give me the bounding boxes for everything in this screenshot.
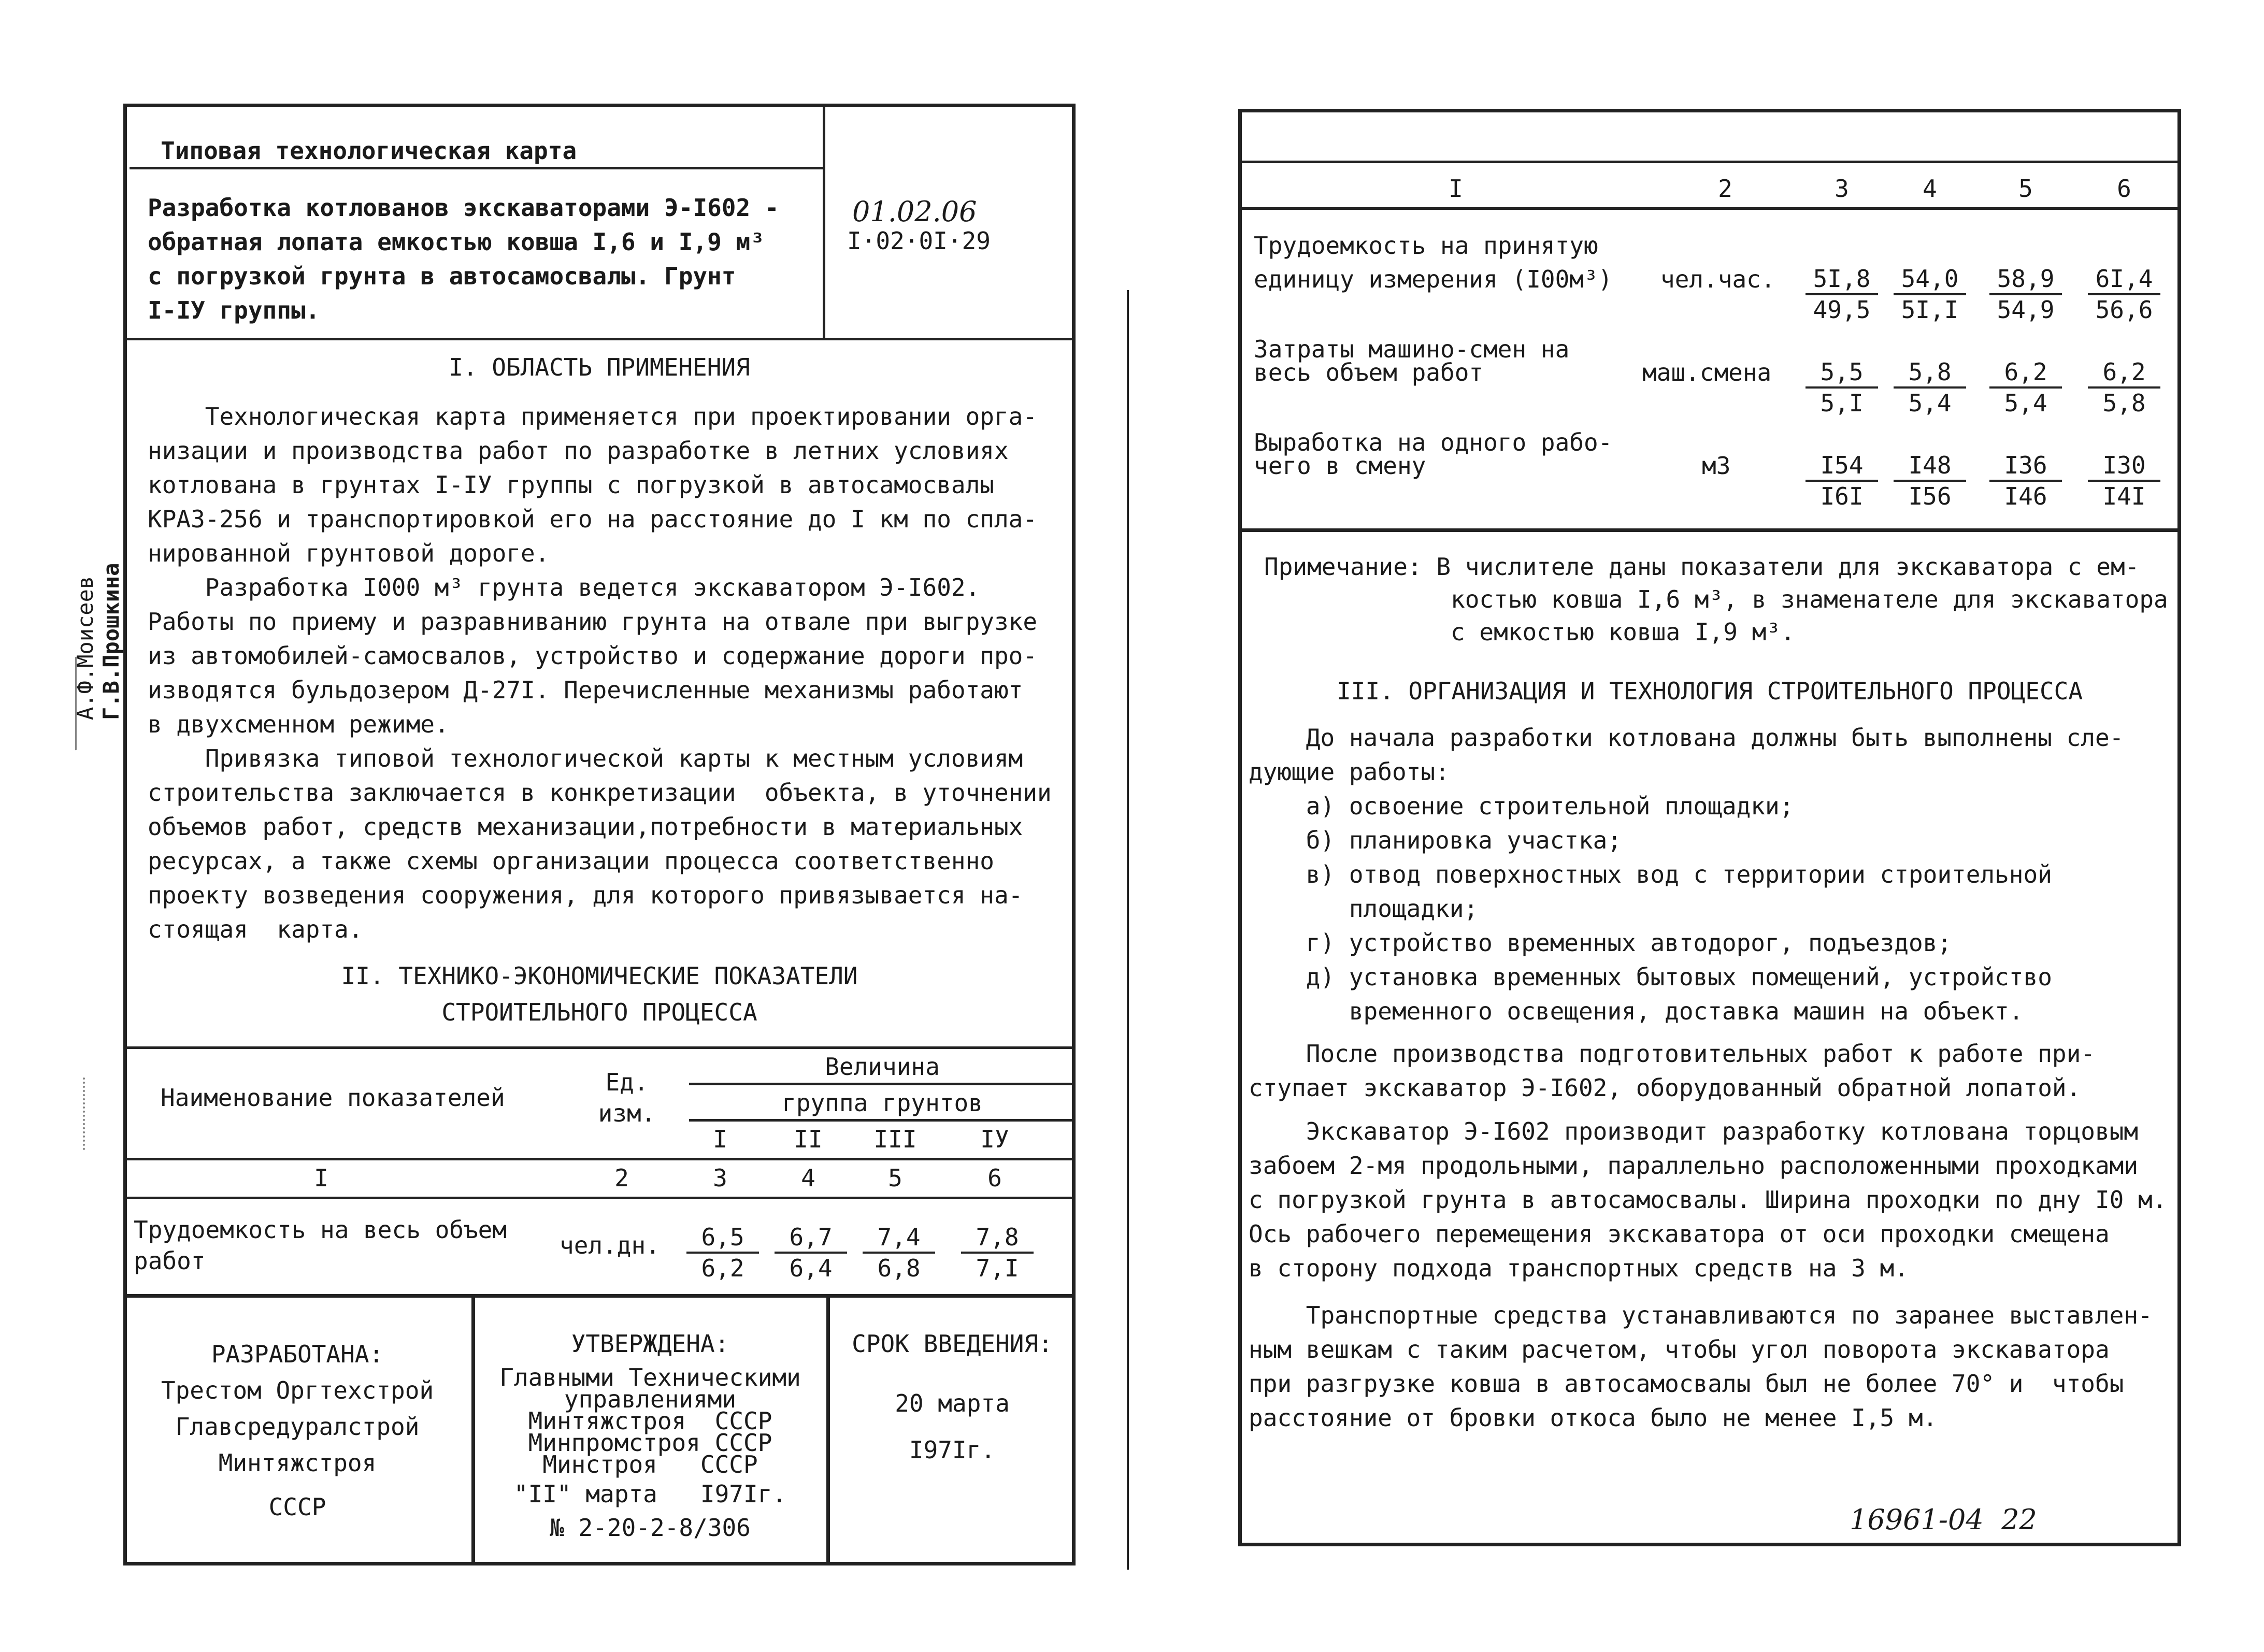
value-fraction — [863, 1223, 935, 1283]
value-fraction — [961, 1223, 1034, 1283]
section-3-line: с погрузкой грунта в автосамосвалы. Ширина проходки по дну I0 м. — [1249, 1186, 2167, 1214]
denominator: 49,5 — [1813, 296, 1871, 324]
section-1-line: Привязка типовой технологической карты к местным условиям — [148, 744, 1023, 772]
col-group-header: группа грунтов — [782, 1089, 983, 1117]
row-unit: маш.смена — [1642, 358, 1772, 386]
group-header-line — [689, 1119, 1076, 1122]
approval-line: Минпромстроя СССР — [528, 1429, 772, 1457]
denominator: 7,I — [976, 1254, 1019, 1282]
value-fraction — [686, 1223, 759, 1283]
section-1-line: объемов работ, средств механизации,потребности в материальных — [148, 813, 1023, 841]
numerator: I48 — [1894, 451, 1966, 482]
denominator: 6,4 — [789, 1254, 833, 1282]
section-3-line: площадки; — [1249, 895, 1479, 923]
numerator: 5,8 — [1894, 357, 1966, 389]
denominator: I4I — [2102, 482, 2146, 510]
side-signature: Г.В.Прошкина — [98, 563, 124, 720]
row-name-2: чего в смену — [1254, 452, 1426, 480]
numerator: I36 — [1989, 451, 2062, 482]
value-fraction — [1894, 357, 1966, 418]
handwritten-code: 01.02.06 — [852, 195, 977, 228]
denominator: 6,2 — [701, 1254, 744, 1282]
section-1-line: КРАЗ-256 и транспортировкой его на расстояние до I км по спла- — [148, 505, 1038, 533]
row-name-2: единицу измерения (I00м³) — [1254, 265, 1613, 293]
section-1-line: ресурсах, а также схемы организации процесса соответственно — [148, 847, 994, 875]
denominator: 5I,I — [1901, 296, 1959, 324]
approval-line: управлениями — [564, 1385, 737, 1413]
value-fraction — [1806, 357, 1878, 418]
section-1-line: в двухсменном режиме. — [148, 710, 449, 738]
section-1-line: Работы по приему и разравниванию грунта на отвале при выгрузке — [148, 608, 1038, 636]
group-label: II — [794, 1125, 823, 1153]
row-unit: чел.час. — [1660, 265, 1775, 293]
section-3-line: Транспортные средства устанавливаются по заранее выставлен- — [1249, 1301, 2153, 1329]
denominator: 5,4 — [1908, 389, 1952, 417]
col-value-header: Величина — [825, 1053, 940, 1081]
approval-title: УТВЕРЖДЕНА: — [571, 1330, 729, 1358]
value-fraction — [1894, 451, 1966, 511]
section-1-line: нированной грунтовой дороге. — [148, 539, 550, 567]
column-number: 4 — [801, 1164, 815, 1192]
section-1-line: стоящая карта. — [148, 915, 363, 943]
numerator: 5I,8 — [1806, 264, 1878, 295]
section-3-line: в сторону подхода транспортных средств на 3 м. — [1249, 1254, 1909, 1282]
section-1-line: проекту возведения сооружения, для которого привязывается на- — [148, 881, 1023, 909]
subtitle-line-2: обратная лопата емкостью ковша I,6 и I,9 м³ — [148, 228, 765, 256]
denominator: 56,6 — [2095, 296, 2153, 324]
section-3-line: б) планировка участка; — [1249, 826, 1622, 854]
subtitle-line-1: Разработка котлованов экскаваторами Э-I602 - — [148, 194, 779, 222]
section-1-line: из автомобилей-самосвалов, устройство и содержание дороги про- — [148, 642, 1038, 670]
row-name-2: весь объем работ — [1254, 358, 1484, 386]
numerator: 54,0 — [1894, 264, 1966, 295]
section-1-line: низации и производства работ по разработке в летних условиях — [148, 437, 1009, 465]
row-name-2: работ — [134, 1247, 206, 1275]
approval-line: Минтяжстроя СССР — [528, 1407, 772, 1435]
effective-year: I97Iг. — [909, 1436, 996, 1464]
section-3-line: забоем 2-мя продольными, параллельно расположенными проходками — [1249, 1152, 2139, 1180]
column-number: 3 — [1835, 175, 1849, 203]
note-line: Примечание: В числителе даны показатели для экскаватора с ем- — [1264, 553, 2140, 581]
denominator: 54,9 — [1997, 296, 2055, 324]
numerator: 5,5 — [1806, 357, 1878, 389]
right-top-line — [1238, 161, 2181, 163]
column-number: I — [314, 1164, 328, 1192]
denominator: 5,4 — [2004, 389, 2047, 417]
row-unit: чел.дн. — [560, 1231, 660, 1259]
right-number-row-bottom — [1238, 207, 2181, 210]
section-3-title: III. ОРГАНИЗАЦИЯ И ТЕХНОЛОГИЯ СТРОИТЕЛЬНОГО ПРОЦЕССА — [1336, 677, 2083, 705]
row-unit: м3 — [1702, 452, 1731, 480]
effective-title: СРОК ВВЕДЕНИЯ: — [852, 1330, 1053, 1358]
effective-date: 20 марта — [895, 1389, 1010, 1417]
title-underline — [130, 167, 823, 169]
row-name-1: Затраты машино-смен на — [1254, 335, 1570, 363]
column-number: 5 — [888, 1164, 902, 1192]
value-fraction — [1806, 264, 1878, 324]
numerator: 6,5 — [686, 1223, 759, 1254]
page-number: 16961-04 22 — [1850, 1503, 2037, 1536]
value-fraction — [1989, 357, 2062, 418]
column-number: 2 — [614, 1164, 629, 1192]
column-number: 6 — [987, 1164, 1002, 1192]
section-3-line: временного освещения, доставка машин на объект. — [1249, 997, 2024, 1025]
section-3-line: д) установка временных бытовых помещений, устройство — [1249, 963, 2052, 991]
developer-line: Трестом Оргтехстрой — [161, 1376, 434, 1404]
group-label: IУ — [980, 1125, 1009, 1153]
approval-line: Минстроя СССР — [542, 1450, 758, 1478]
value-fraction — [1989, 264, 2062, 324]
numerator: I30 — [2088, 451, 2160, 482]
section-3-line: расстояние от бровки откоса было не менее I,5 м. — [1249, 1404, 1938, 1432]
header-divider — [823, 104, 825, 339]
denominator: I6I — [1820, 482, 1864, 510]
developer-line: Главсредуралстрой — [175, 1413, 420, 1441]
value-fraction — [775, 1223, 847, 1283]
section-3-line: Ось рабочего перемещения экскаватора от оси проходки смещена — [1249, 1220, 2110, 1248]
column-number: 2 — [1718, 175, 1732, 203]
col-unit-header-1: Ед. — [605, 1068, 649, 1096]
subtitle-line-3: с погрузкой грунта в автосамосвалы. Грунт — [148, 262, 736, 290]
numerator: I54 — [1806, 451, 1878, 482]
col-unit-header-2: изм. — [598, 1099, 656, 1127]
section-1-line: Технологическая карта применяется при проектировании орга- — [148, 403, 1038, 430]
subtitle-line-4: I-IУ группы. — [148, 296, 320, 324]
value-fraction — [2088, 451, 2160, 511]
table-header-bottom — [123, 1158, 1076, 1160]
side-signature: А.Ф.Моисеев — [73, 576, 98, 720]
section-3-line: а) освоение строительной площадки; — [1249, 792, 1794, 820]
section-3-line: ным вешкам с таким расчетом, чтобы угол поворота экскаватора — [1249, 1335, 2110, 1363]
document-code: I·02·0I·29 — [847, 227, 991, 255]
denominator: I46 — [2004, 482, 2047, 510]
numerator: 6,2 — [2088, 357, 2160, 389]
number-row-bottom — [123, 1197, 1076, 1199]
numerator: 7,8 — [961, 1223, 1034, 1254]
value-fraction — [2088, 357, 2160, 418]
column-number: 4 — [1923, 175, 1937, 203]
value-fraction — [1806, 451, 1878, 511]
section-3-line: После производства подготовительных работ к работе при- — [1249, 1040, 2095, 1068]
handwritten-mark — [75, 649, 123, 750]
right-table-bottom — [1238, 528, 2181, 532]
column-number: 3 — [713, 1164, 727, 1192]
section-3-line: дующие работы: — [1249, 758, 1450, 786]
denominator: 5,8 — [2102, 389, 2146, 417]
numerator: 6,2 — [1989, 357, 2062, 389]
note-line: костью ковша I,6 м³, в знаменателе для экскаватора — [1264, 585, 2168, 613]
column-number: 6 — [2117, 175, 2131, 203]
section-1-line: строительства заключается в конкретизации объекта, в уточнении — [148, 779, 1052, 807]
note-line: с емкостью ковша I,9 м³. — [1264, 618, 1795, 646]
numerator: 7,4 — [863, 1223, 935, 1254]
developer-title: РАЗРАБОТАНА: — [211, 1340, 384, 1368]
group-label: I — [713, 1125, 727, 1153]
value-fraction — [2088, 264, 2160, 324]
table-top-line — [123, 1046, 1076, 1049]
section-3-line: г) устройство временных автодорог, подъездов; — [1249, 929, 1952, 957]
value-fraction — [1894, 264, 1966, 324]
handwritten-mark — [83, 1078, 116, 1150]
header-bottom-line — [123, 338, 1076, 340]
section-3-line: ступает экскаватор Э-I602, оборудованный обратной лопатой. — [1249, 1074, 2081, 1102]
fold-line — [1127, 290, 1129, 1570]
section-3-line: в) отвод поверхностных вод с территории строительной — [1249, 860, 2052, 888]
section-3-line: Экскаватор Э-I602 производит разработку котлована торцовым — [1249, 1117, 2139, 1145]
footer-top-line — [123, 1294, 1076, 1298]
row-name-1: Выработка на одного рабо- — [1254, 428, 1613, 456]
section-1-line: котлована в грунтах I-IУ группы с погрузкой в автосамосвалы — [148, 471, 994, 499]
numerator: 6,7 — [775, 1223, 847, 1254]
denominator: I56 — [1908, 482, 1952, 510]
developer-line: Минтяжстроя — [218, 1449, 377, 1477]
column-number: I — [1449, 175, 1463, 203]
numerator: 6I,4 — [2088, 264, 2160, 295]
value-fraction — [1989, 451, 2062, 511]
section-1-title: I. ОБЛАСТЬ ПРИМЕНЕНИЯ — [449, 353, 750, 381]
col-name-header: Наименование показателей — [161, 1084, 505, 1112]
section-3-line: при разгрузке ковша в автосамосвалы был не более 70° и чтобы — [1249, 1370, 2124, 1398]
approval-number: № 2-20-2-8/306 — [550, 1514, 751, 1542]
section-3-line: До начала разработки котлована должны быть выполнены сле- — [1249, 724, 2124, 752]
denominator: 6,8 — [877, 1254, 921, 1282]
numerator: 58,9 — [1989, 264, 2062, 295]
row-name-1: Трудоемкость на принятую — [1254, 232, 1598, 260]
map-title: Типовая технологическая карта — [161, 137, 577, 165]
section-2-title-line-1: II. ТЕХНИКО-ЭКОНОМИЧЕСКИЕ ПОКАЗАТЕЛИ — [341, 962, 858, 990]
section-1-line: Разработка I000 м³ грунта ведется экскаватором Э-I602. — [148, 573, 980, 601]
denominator: 5,I — [1820, 389, 1864, 417]
column-number: 5 — [2018, 175, 2033, 203]
value-header-line — [689, 1083, 1076, 1085]
group-label: III — [873, 1125, 917, 1153]
approval-line: Главными Техническими — [499, 1363, 801, 1391]
row-name-1: Трудоемкость на весь объем — [134, 1216, 507, 1244]
approval-date: "II" марта I97Iг. — [513, 1480, 787, 1508]
developer-line: СССР — [268, 1493, 326, 1521]
section-2-title-line-2: СТРОИТЕЛЬНОГО ПРОЦЕССА — [441, 998, 757, 1026]
section-1-line: изводятся бульдозером Д-27I. Перечисленные механизмы работают — [148, 676, 1023, 704]
